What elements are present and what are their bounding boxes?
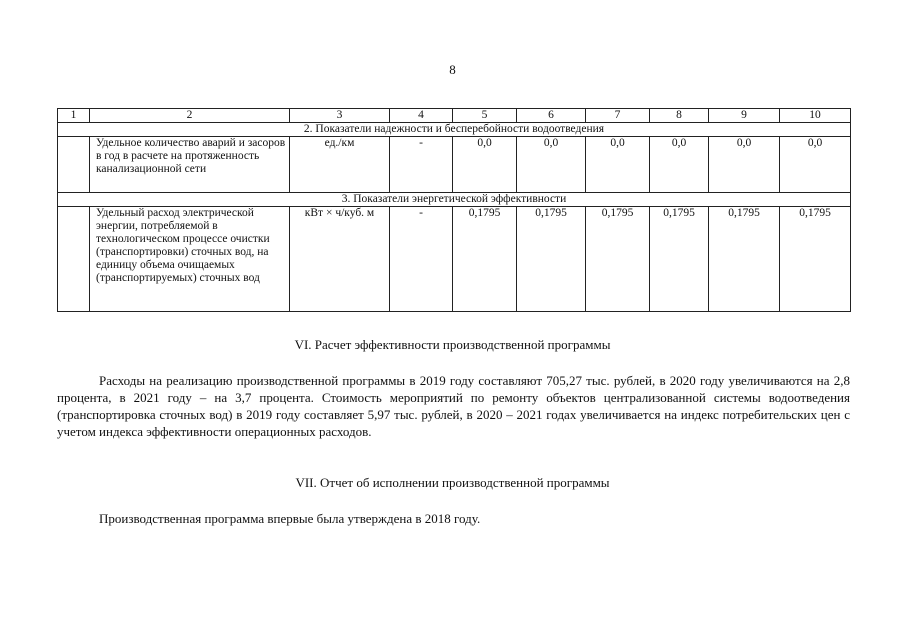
table-row: [58, 137, 851, 193]
indicator-name: Удельное количество аварий и засоров в год в расчете на протяженность канализационной сети: [90, 137, 290, 193]
header-cell: 4: [390, 109, 453, 123]
value-cell: 0,1795: [517, 207, 586, 312]
section-title: 2. Показатели надежности и бесперебойности водоотведения: [58, 123, 851, 137]
section-row: [58, 193, 851, 207]
unit-cell: кВт × ч/куб. м: [290, 207, 390, 312]
header-cell: 10: [780, 109, 851, 123]
unit-cell: ед./км: [290, 137, 390, 193]
value-cell: 0,1795: [453, 207, 517, 312]
section-7-paragraph: [57, 510, 850, 527]
indicators-table: [57, 108, 851, 312]
row-number-cell: [58, 207, 90, 312]
base-value-cell: -: [390, 137, 453, 193]
header-cell: 7: [586, 109, 650, 123]
header-cell: 3: [290, 109, 390, 123]
table-header-row: [58, 109, 851, 123]
value-cell: 0,0: [517, 137, 586, 193]
value-cell: 0,0: [453, 137, 517, 193]
section-row: [58, 123, 851, 137]
page-number: 8: [449, 62, 456, 77]
section-6-paragraph: [57, 372, 850, 440]
header-cell: 9: [709, 109, 780, 123]
header-cell: 8: [650, 109, 709, 123]
row-number-cell: [58, 137, 90, 193]
value-cell: 0,1795: [780, 207, 851, 312]
header-cell: 6: [517, 109, 586, 123]
header-cell: 2: [90, 109, 290, 123]
value-cell: 0,0: [586, 137, 650, 193]
section-title: 3. Показатели энергетической эффективности: [58, 193, 851, 207]
section-7-heading: VII. Отчет об исполнении производственной программы: [295, 475, 610, 490]
section-6-text: Расходы на реализацию производственной программы в 2019 году составляют 705,27 тыс. рублей, в 2020 году увеличиваются на 2,8 процента, в 2021 году – на 3,7 процента. Стоимость мероприятий по ремонту объектов централизованной системы водоотведения (транспортировка сточных вод) в 2019 году составляет 5,97 тыс. рублей, в 2020 – 2021 годах увеличивается на индекс потребительских цен с учетом индекса эффективности операционных расходов.: [57, 373, 850, 439]
table-row: [58, 207, 851, 312]
section-6-heading: VI. Расчет эффективности производственной программы: [294, 337, 611, 352]
value-cell: 0,1795: [586, 207, 650, 312]
value-cell: 0,0: [650, 137, 709, 193]
header-cell: 5: [453, 109, 517, 123]
section-7-text: Производственная программа впервые была утверждена в 2018 году.: [99, 511, 481, 526]
value-cell: 0,0: [780, 137, 851, 193]
indicator-name: Удельный расход электрической энергии, потребляемой в технологическом процессе очистки (транспортировки) сточных вод, на единицу объема очищаемых (транспортируемых) сточных вод: [90, 207, 290, 312]
value-cell: 0,1795: [709, 207, 780, 312]
header-cell: 1: [58, 109, 90, 123]
value-cell: 0,0: [709, 137, 780, 193]
base-value-cell: -: [390, 207, 453, 312]
value-cell: 0,1795: [650, 207, 709, 312]
